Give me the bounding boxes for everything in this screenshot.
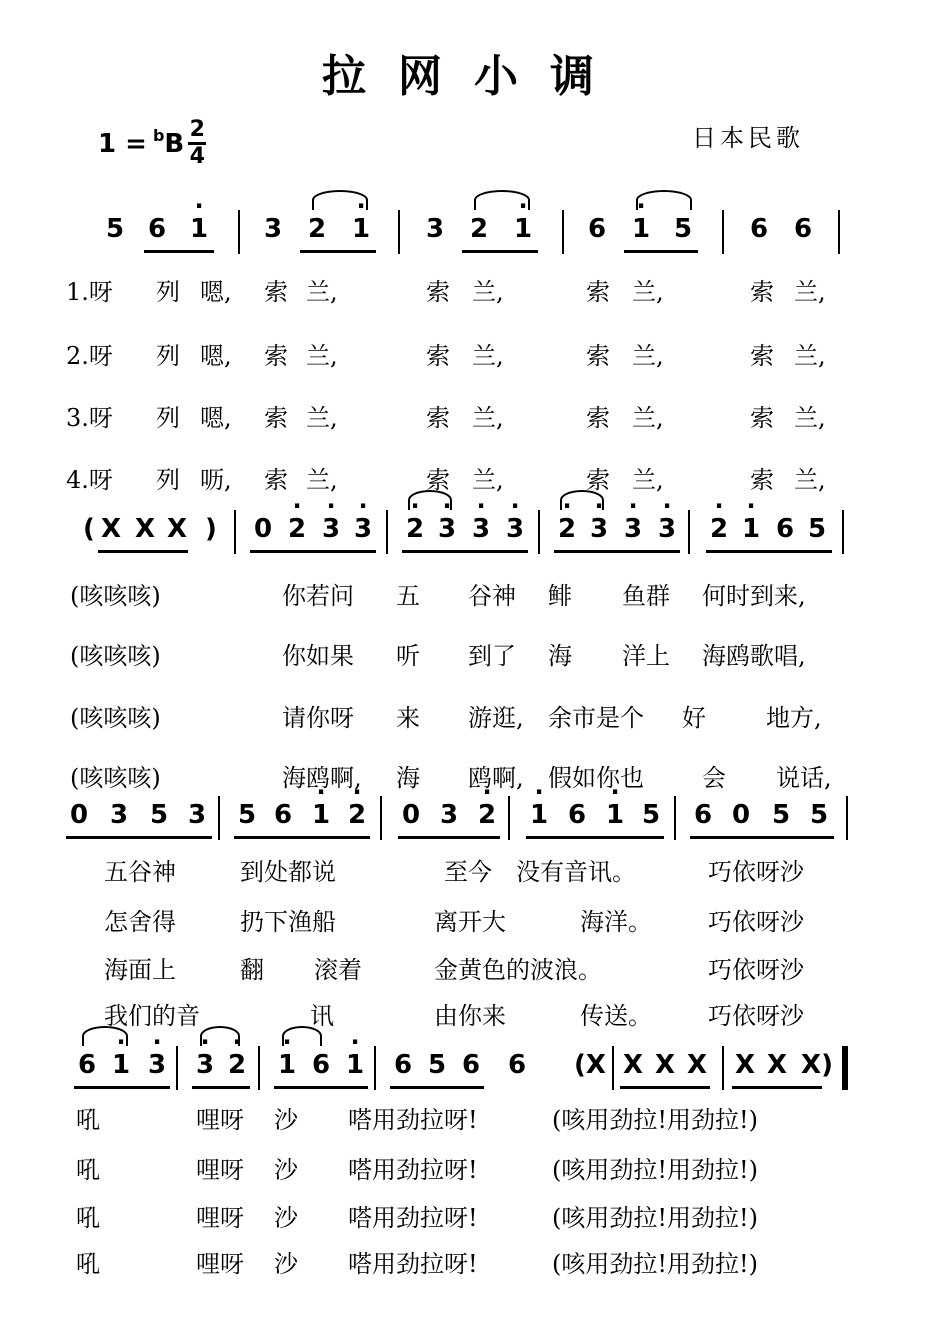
- lyric-syllable: 巧依呀沙: [708, 1002, 804, 1030]
- note: 6: [749, 214, 769, 244]
- lyric-syllable: 海鸥啊,: [282, 764, 362, 792]
- song-title: 拉网小调: [322, 51, 626, 102]
- lyric-syllable: 假如你也: [548, 764, 644, 792]
- note: X: [100, 514, 122, 544]
- note: · 3: [320, 514, 342, 544]
- note: 5: [237, 800, 257, 830]
- lyric-syllable: 由你来: [434, 1002, 506, 1030]
- lyric-syllable: 哩呀: [196, 1106, 244, 1134]
- note: · 3: [146, 1050, 168, 1080]
- lyric-syllable: (咳咳咳): [70, 642, 161, 670]
- lyric-syllable: 兰,: [794, 342, 826, 370]
- note: 3: [439, 800, 459, 830]
- lyric-syllable: 列: [156, 404, 180, 432]
- lyric-syllable: 兰,: [472, 466, 504, 494]
- lyric-syllable: 索: [264, 342, 288, 370]
- note: (: [83, 514, 95, 544]
- lyric-syllable: 嗒用劲拉呀!: [348, 1106, 478, 1134]
- note: · 2: [476, 800, 498, 830]
- time-denominator: 4: [189, 144, 205, 169]
- note: 0: [69, 800, 89, 830]
- note: · 2: [404, 514, 426, 544]
- lyric-syllable: 哩呀: [196, 1204, 244, 1232]
- lyric-syllable: 兰,: [794, 404, 826, 432]
- lyric-syllable: 没有音讯。: [516, 858, 636, 886]
- note: (X: [574, 1050, 606, 1080]
- note: 6: [461, 1050, 481, 1080]
- note: 0: [401, 800, 421, 830]
- lyric-syllable: (咳用劲拉!用劲拉!): [552, 1106, 759, 1134]
- lyric-syllable: 嗒用劲拉呀!: [348, 1250, 478, 1278]
- lyric-syllable: 海洋。: [580, 908, 652, 936]
- lyric-syllable: 到了: [468, 642, 516, 670]
- lyric-syllable: 索: [750, 404, 774, 432]
- lyric-line: [104, 950, 864, 984]
- note: X: [686, 1050, 708, 1080]
- note: 2: [469, 214, 489, 244]
- staff-row-2: [0, 500, 948, 572]
- note: · 1: [604, 800, 626, 830]
- note: · 1: [528, 800, 550, 830]
- lyric-syllable: 嗯,: [200, 342, 232, 370]
- lyric-syllable: 吼: [76, 1250, 100, 1278]
- lyric-syllable: 索: [264, 278, 288, 306]
- lyric-line: [70, 758, 870, 792]
- lyric-syllable: 兰,: [472, 404, 504, 432]
- lyric-syllable: 兰,: [306, 278, 338, 306]
- lyric-syllable: 索: [426, 342, 450, 370]
- lyric-line: [66, 460, 866, 494]
- lyric-line: [76, 1244, 876, 1278]
- lyric-line: [104, 852, 864, 886]
- lyric-syllable: 巧依呀沙: [708, 858, 804, 886]
- lyric-syllable: 会: [702, 764, 726, 792]
- lyric-syllable: (咳用劲拉!用劲拉!): [552, 1204, 759, 1232]
- note: 6: [311, 1050, 331, 1080]
- lyric-syllable: 兰,: [632, 404, 664, 432]
- lyric-syllable: 地方,: [766, 704, 822, 732]
- note: · 1: [344, 1050, 366, 1080]
- note: 5: [809, 800, 829, 830]
- lyric-syllable: 索: [750, 466, 774, 494]
- note: 0: [731, 800, 751, 830]
- lyric-syllable: 兰,: [632, 466, 664, 494]
- lyric-syllable: 余市是个: [548, 704, 644, 732]
- lyric-syllable: 海鸥歌唱,: [702, 642, 806, 670]
- lyric-syllable: 洋上: [622, 642, 670, 670]
- song-origin: 日本民歌: [692, 124, 804, 152]
- lyric-syllable: (咳咳咳): [70, 704, 161, 732]
- note: X: [134, 514, 156, 544]
- note: · 3: [194, 1050, 216, 1080]
- note: X: [654, 1050, 676, 1080]
- staff-row-1: [0, 200, 948, 272]
- note: · 1: [512, 214, 534, 244]
- lyric-syllable: 索: [426, 278, 450, 306]
- lyric-syllable: 哩呀: [196, 1250, 244, 1278]
- lyric-line: [70, 698, 870, 732]
- lyric-syllable: 听: [396, 642, 420, 670]
- staff-row-3: [0, 786, 948, 858]
- lyric-syllable: 说话,: [776, 764, 832, 792]
- lyric-syllable: 索: [586, 278, 610, 306]
- staff-row-4: [0, 1036, 948, 1108]
- lyric-syllable: 索: [750, 342, 774, 370]
- lyric-syllable: 索: [264, 404, 288, 432]
- lyric-syllable: 索: [426, 404, 450, 432]
- note: 5: [149, 800, 169, 830]
- lyric-line: [66, 336, 866, 370]
- lyric-syllable: 海面上: [104, 956, 176, 984]
- lyric-syllable: 沙: [274, 1106, 298, 1134]
- note: 6: [587, 214, 607, 244]
- note: · 2: [556, 514, 578, 544]
- lyric-line: [104, 902, 864, 936]
- lyric-syllable: 我们的音: [104, 1002, 200, 1030]
- lyric-syllable: 兰,: [632, 278, 664, 306]
- note: 5: [427, 1050, 447, 1080]
- lyric-syllable: 索: [586, 342, 610, 370]
- note: · 3: [656, 514, 678, 544]
- lyric-line: [76, 1100, 876, 1134]
- lyric-syllable: 你若问: [282, 582, 354, 610]
- lyric-syllable: 兰,: [794, 278, 826, 306]
- lyric-syllable: 扔下渔船: [240, 908, 336, 936]
- note: 6: [147, 214, 167, 244]
- lyric-syllable: 谷神: [468, 582, 516, 610]
- lyric-syllable: 兰,: [632, 342, 664, 370]
- time-numerator: 2: [189, 117, 205, 142]
- note: · 1: [350, 214, 372, 244]
- note: 5: [641, 800, 661, 830]
- lyric-syllable: 嗯,: [200, 278, 232, 306]
- note: 6: [793, 214, 813, 244]
- lyric-line: [66, 398, 866, 432]
- lyric-syllable: 鱼群: [622, 582, 670, 610]
- lyric-syllable: (咳用劲拉!用劲拉!): [552, 1250, 759, 1278]
- lyric-syllable: 金黄色的波浪。: [434, 956, 602, 984]
- lyric-syllable: 哩呀: [196, 1156, 244, 1184]
- lyric-syllable: 列: [156, 466, 180, 494]
- lyric-syllable: 索: [586, 404, 610, 432]
- key-signature: [98, 118, 206, 169]
- note: · 1: [110, 1050, 132, 1080]
- lyric-syllable: 海: [396, 764, 420, 792]
- note: · 2: [708, 514, 730, 544]
- lyric-syllable: 来: [396, 704, 420, 732]
- lyric-syllable: 沙: [274, 1250, 298, 1278]
- note: 6: [273, 800, 293, 830]
- lyric-syllable: 列: [156, 342, 180, 370]
- note: 0: [253, 514, 273, 544]
- note: · 1: [310, 800, 332, 830]
- note: 6: [77, 1050, 97, 1080]
- note: 3: [263, 214, 283, 244]
- note: 3: [425, 214, 445, 244]
- note: 6: [693, 800, 713, 830]
- lyric-syllable: 游逛,: [468, 704, 524, 732]
- note: 5: [105, 214, 125, 244]
- lyric-syllable: 好: [682, 704, 706, 732]
- lyric-syllable: 兰,: [306, 404, 338, 432]
- lyric-syllable: 3.呀: [66, 404, 113, 432]
- lyric-line: [70, 636, 870, 670]
- lyric-syllable: 巧依呀沙: [708, 956, 804, 984]
- lyric-syllable: 兰,: [306, 342, 338, 370]
- note: 6: [393, 1050, 413, 1080]
- lyric-syllable: 兰,: [794, 466, 826, 494]
- note: 5: [771, 800, 791, 830]
- lyric-line: [104, 996, 864, 1030]
- lyric-line: [76, 1150, 876, 1184]
- lyric-syllable: 沙: [274, 1156, 298, 1184]
- lyric-syllable: 巧依呀沙: [708, 908, 804, 936]
- lyric-syllable: 何时到来,: [702, 582, 806, 610]
- note: · 2: [286, 514, 308, 544]
- time-signature: [188, 118, 206, 169]
- lyric-line: [66, 272, 866, 306]
- note: 6: [507, 1050, 527, 1080]
- lyric-syllable: (咳咳咳): [70, 764, 161, 792]
- key-prefix: 1 =: [98, 128, 147, 159]
- note: 6: [567, 800, 587, 830]
- note: · 3: [352, 514, 374, 544]
- lyric-syllable: 嗒用劲拉呀!: [348, 1156, 478, 1184]
- lyric-syllable: 兰,: [472, 278, 504, 306]
- lyric-syllable: 兰,: [306, 466, 338, 494]
- lyric-syllable: 请你呀: [282, 704, 354, 732]
- lyric-syllable: 沙: [274, 1204, 298, 1232]
- lyric-syllable: 吼: [76, 1156, 100, 1184]
- lyric-syllable: 怎舍得: [104, 908, 176, 936]
- note: · 3: [470, 514, 492, 544]
- note: · 2: [226, 1050, 248, 1080]
- lyric-syllable: 五: [396, 582, 420, 610]
- lyric-syllable: 2.呀: [66, 342, 113, 370]
- note: · 1: [276, 1050, 298, 1080]
- note: 3: [187, 800, 207, 830]
- lyric-syllable: 滚着: [314, 956, 362, 984]
- lyric-syllable: 鲱: [548, 582, 572, 610]
- lyric-syllable: 1.呀: [66, 278, 113, 306]
- note: ): [205, 514, 217, 544]
- note: · 2: [346, 800, 368, 830]
- note: X: [622, 1050, 644, 1080]
- lyric-syllable: 鸥啊,: [468, 764, 524, 792]
- note: · 3: [622, 514, 644, 544]
- note: · 1: [188, 214, 210, 244]
- note: 5: [673, 214, 693, 244]
- note: · 3: [588, 514, 610, 544]
- lyric-syllable: 索: [426, 466, 450, 494]
- note: 2: [307, 214, 327, 244]
- lyric-syllable: 你如果: [282, 642, 354, 670]
- note: · 3: [504, 514, 526, 544]
- lyric-line: [76, 1198, 876, 1232]
- key-note: B: [164, 128, 185, 159]
- lyric-syllable: 吼: [76, 1204, 100, 1232]
- lyric-syllable: 讯: [310, 1002, 334, 1030]
- lyric-syllable: 索: [586, 466, 610, 494]
- lyric-syllable: 4.呀: [66, 466, 113, 494]
- note: 5: [807, 514, 827, 544]
- lyric-syllable: 传送。: [580, 1002, 652, 1030]
- note: 6: [775, 514, 795, 544]
- note: X: [166, 514, 188, 544]
- note: X: [766, 1050, 788, 1080]
- lyric-syllable: 翻: [240, 956, 264, 984]
- note: · 1: [740, 514, 762, 544]
- lyric-syllable: 吼: [76, 1106, 100, 1134]
- note: X): [801, 1050, 833, 1080]
- lyric-syllable: 到处都说: [240, 858, 336, 886]
- lyric-syllable: 呖,: [200, 466, 232, 494]
- note: · 3: [436, 514, 458, 544]
- note: 3: [109, 800, 129, 830]
- lyric-syllable: 海: [548, 642, 572, 670]
- lyric-syllable: 五谷神: [104, 858, 176, 886]
- lyric-syllable: 嗯,: [200, 404, 232, 432]
- lyric-syllable: 列: [156, 278, 180, 306]
- lyric-syllable: 离开大: [434, 908, 506, 936]
- flat-sign: b: [152, 126, 165, 145]
- lyric-syllable: 索: [750, 278, 774, 306]
- lyric-syllable: 兰,: [472, 342, 504, 370]
- lyric-syllable: 至今: [444, 858, 492, 886]
- lyric-syllable: (咳咳咳): [70, 582, 161, 610]
- lyric-syllable: 索: [264, 466, 288, 494]
- lyric-syllable: 嗒用劲拉呀!: [348, 1204, 478, 1232]
- lyric-line: [70, 576, 870, 610]
- note: · 1: [630, 214, 652, 244]
- note: X: [734, 1050, 756, 1080]
- lyric-syllable: (咳用劲拉!用劲拉!): [552, 1156, 759, 1184]
